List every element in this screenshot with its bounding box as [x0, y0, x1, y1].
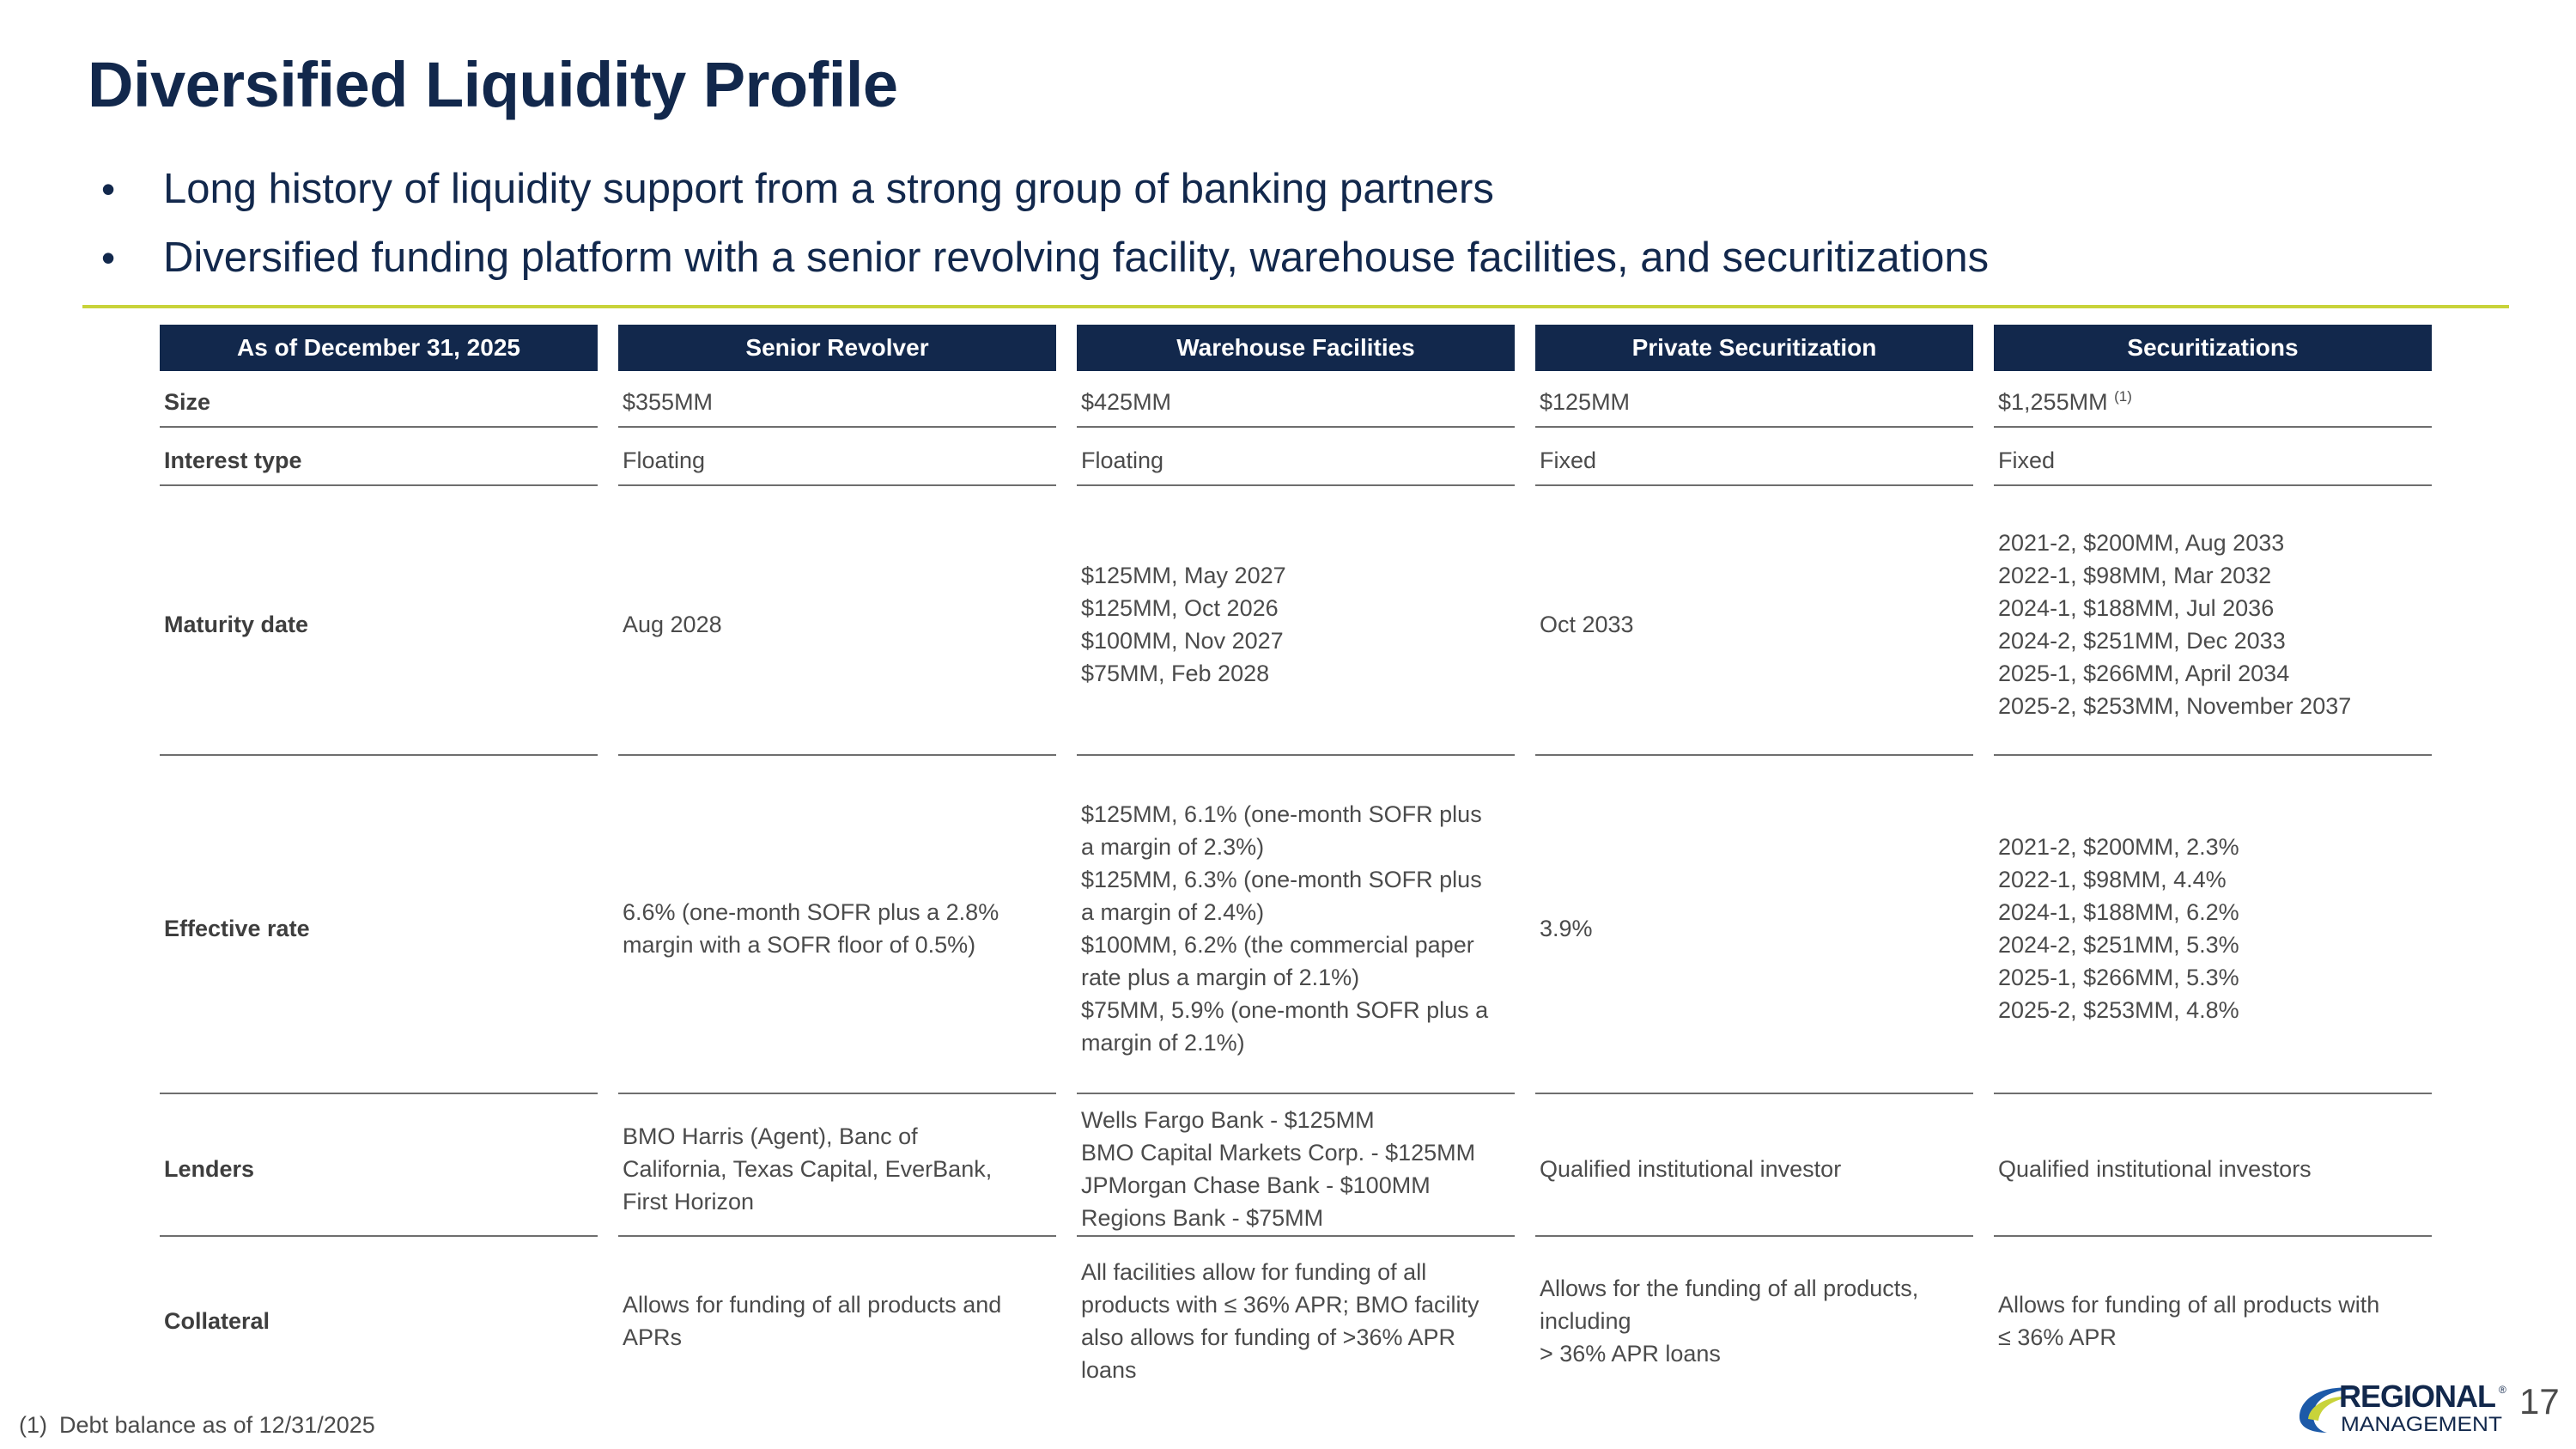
- header-securitizations: Securitizations: [1994, 325, 2432, 371]
- collateral-securitizations: Allows for funding of all products with ≤ 36% APR: [1998, 1292, 2380, 1350]
- lenders-private-securitization: Qualified institutional investor: [1535, 1103, 1973, 1237]
- bullet-dot: •: [101, 167, 116, 211]
- row-label-size: Size: [160, 378, 598, 428]
- maturity-private-securitization: Oct 2033: [1535, 495, 1973, 756]
- bullet-item: [101, 155, 1989, 223]
- interest-private-securitization: Fixed: [1535, 436, 1973, 486]
- maturity-warehouse: $125MM, May 2027 $125MM, Oct 2026 $100MM, Nov 2027 $75MM, Feb 2028: [1077, 495, 1515, 756]
- size-securitizations: [1994, 378, 2432, 428]
- header-private-securitization: Private Securitization: [1535, 325, 1973, 371]
- rate-private-securitization: 3.9%: [1535, 764, 1973, 1094]
- header-warehouse-facilities: Warehouse Facilities: [1077, 325, 1515, 371]
- logo-registered-mark: ®: [2499, 1384, 2506, 1396]
- row-label-collateral: Collateral: [164, 1308, 270, 1334]
- footnote-text: Debt balance as of 12/31/2025: [59, 1412, 375, 1438]
- lenders-securitizations: Qualified institutional investors: [1994, 1103, 2432, 1237]
- row-label-lenders: Lenders: [160, 1103, 598, 1237]
- rate-warehouse: $125MM, 6.1% (one-month SOFR plus a margin of 2.3%) $125MM, 6.3% (one-month SOFR plus a margin of 2.4%) $100MM, 6.2% (the commercial paper rate plus a margin of 2.1%) $75MM, 5.9% (one-month SOFR plus a margin of 2.1%): [1077, 764, 1515, 1094]
- lenders-senior-revolver: BMO Harris (Agent), Banc of California, Texas Capital, EverBank, First Horizon: [618, 1103, 1056, 1237]
- regional-management-logo: [2294, 1378, 2514, 1438]
- size-warehouse: $425MM: [1077, 378, 1515, 428]
- bullet-text: Long history of liquidity support from a strong group of banking partners: [163, 166, 1494, 212]
- footnote: [19, 1412, 387, 1439]
- collateral-senior-revolver: Allows for funding of all products and APRs: [623, 1292, 1002, 1350]
- page-number: 17: [2519, 1381, 2560, 1422]
- header-senior-revolver: Senior Revolver: [618, 325, 1056, 371]
- row-label-interest-type: Interest type: [160, 436, 598, 486]
- bullet-list: [101, 155, 1989, 292]
- row-label-effective-rate: Effective rate: [160, 764, 598, 1094]
- bullet-text: Diversified funding platform with a senior revolving facility, warehouse facilities, and securitizations: [163, 234, 1990, 281]
- size-private-securitization: $125MM: [1535, 378, 1973, 428]
- interest-securitizations: Fixed: [1994, 436, 2432, 486]
- interest-senior-revolver: Floating: [618, 436, 1056, 486]
- footnote-marker: (1): [19, 1412, 47, 1438]
- header-as-of: As of December 31, 2025: [160, 325, 598, 371]
- footnote-ref: (1): [2114, 388, 2132, 405]
- interest-warehouse: Floating: [1077, 436, 1515, 486]
- logo-line1: REGIONAL: [2339, 1379, 2496, 1414]
- collateral-private-securitization: Allows for the funding of all products, including > 36% APR loans: [1540, 1275, 1919, 1367]
- rate-senior-revolver: 6.6% (one-month SOFR plus a 2.8% margin with a SOFR floor of 0.5%): [618, 764, 1056, 1094]
- size-securitizations-value: $1,255MM: [1998, 389, 2108, 415]
- page-title: Diversified Liquidity Profile: [88, 49, 898, 120]
- row-label-maturity-date: Maturity date: [160, 495, 598, 756]
- rate-securitizations: 2021-2, $200MM, 2.3% 2022-1, $98MM, 4.4% 2024-1, $188MM, 6.2% 2024-2, $251MM, 5.3% 2025-1, $266MM, 5.3% 2025-2, $253MM, 4.8%: [1994, 764, 2432, 1094]
- bullet-dot: •: [101, 235, 116, 280]
- bullet-item: [101, 223, 1989, 292]
- logo-line2: MANAGEMENT: [2341, 1413, 2503, 1436]
- lenders-warehouse: Wells Fargo Bank - $125MM BMO Capital Markets Corp. - $125MM JPMorgan Chase Bank - $100MM Regions Bank - $75MM: [1077, 1103, 1515, 1237]
- collateral-warehouse: All facilities allow for funding of all products with ≤ 36% APR; BMO facility also allows for funding of >36% APR loans: [1081, 1259, 1479, 1383]
- maturity-senior-revolver: Aug 2028: [618, 495, 1056, 756]
- size-senior-revolver: $355MM: [618, 378, 1056, 428]
- divider-rule: [82, 305, 2509, 308]
- maturity-securitizations: 2021-2, $200MM, Aug 2033 2022-1, $98MM, Mar 2032 2024-1, $188MM, Jul 2036 2024-2, $251MM, Dec 2033 2025-1, $266MM, April 2034 2025-2, $253MM, November 2037: [1994, 495, 2432, 756]
